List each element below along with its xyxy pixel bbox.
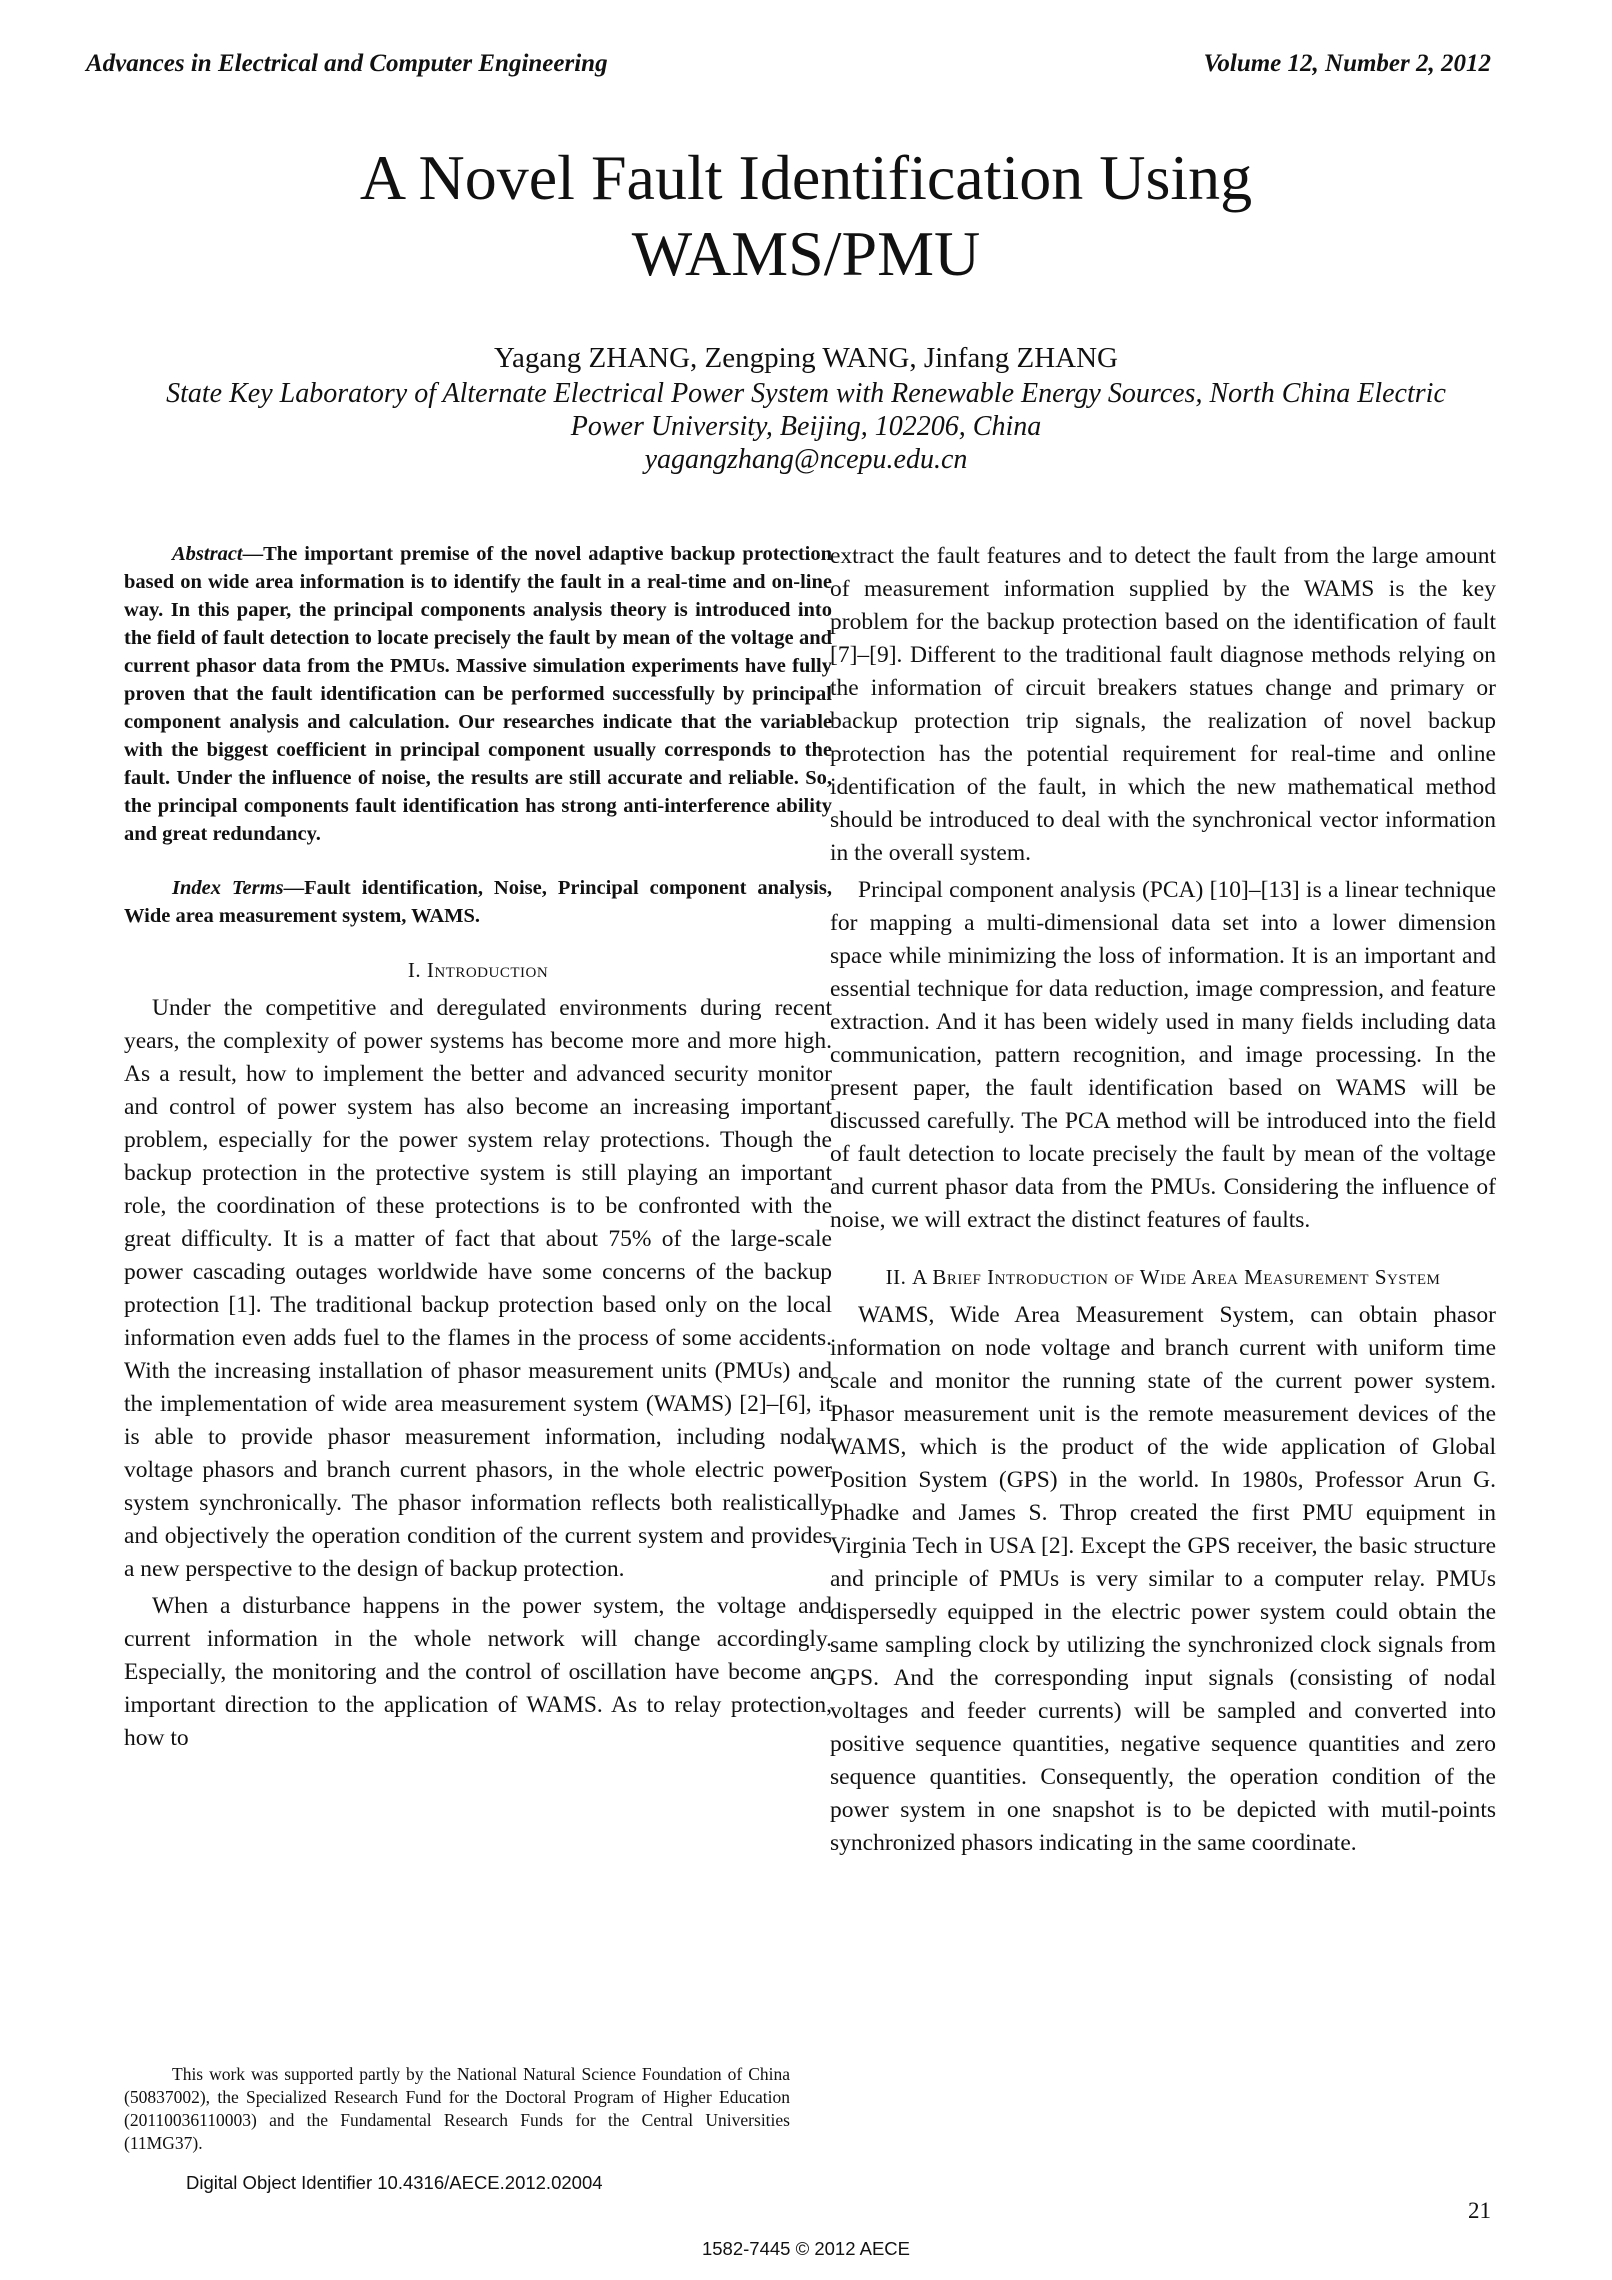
section-heading-wams	[830, 1263, 1496, 1291]
volume-info: Volume 12, Number 2, 2012	[1203, 50, 1491, 77]
funding-footnote: This work was supported partly by the National Natural Science Foundation of China (50837002), the Specialized Research Fund for the Doctoral Program of Higher Education (20110036110003) and the Fundamental Research Funds for the Central Universities (11MG37).	[124, 2064, 790, 2153]
author-names: Yagang ZHANG, Zengping WANG, Jinfang ZHANG	[494, 342, 1118, 374]
section-heading-introduction	[124, 956, 832, 984]
abstract-text: —The important premise of the novel adaptive backup protection based on wide area information is to identify the fault in a real-time and on-line way. In this paper, the principal components analysis theory is introduced into the field of fault detection to locate precisely the fault by mean of the voltage and current phasor data from the PMUs. Massive simulation experiments have fully proven that the fault identification can be performed successfully by principal component analysis and calculation. Our researches indicate that the variable with the biggest coefficient in principal component usually corresponds to the fault. Under the influence of noise, the results are still accurate and reliable. So, the principal components fault identification has strong anti-interference ability and great redundancy.	[124, 543, 832, 845]
section-title: A Brief Introduction of Wide Area Measurement System	[912, 1265, 1441, 1289]
index-terms-text: —Fault identification, Noise, Principal component analysis, Wide area measurement system, WAMS.	[124, 877, 832, 927]
intro-paragraph-2: When a disturbance happens in the power system, the voltage and current information in the whole network will change accordingly. Especially, the monitoring and the control of oscillation have become an important direction to the application of WAMS. As to relay protection, how to	[124, 1593, 832, 1751]
section-title: Introduction	[426, 958, 549, 982]
copyright-line: 1582-7445 © 2012 AECE	[701, 2238, 911, 2259]
affiliation: State Key Laboratory of Alternate Electrical Power System with Renewable Energy Sources, North China Electric Power University, Beijing, 102206, China	[166, 378, 1446, 442]
abstract	[124, 540, 832, 848]
wams-paragraph-1: WAMS, Wide Area Measurement System, can obtain phasor information on node voltage and branch current with uniform time scale and monitor the running state of the current power system. Phasor measurement unit is the remote measurement devices of the WAMS, which is the product of the wide application of Global Position System (GPS) in the world. In 1980s, Professor Arun G. Phadke and James S. Throp created the first PMU equipment in Virginia Tech in USA [2]. Except the GPS receiver, the basic structure and principle of PMUs is very similar to a computer relay. PMUs dispersedly equipped in the electric power system could obtain the same sampling clock by utilizing the synchronized clock signals from GPS. And the corresponding input signals (consisting of nodal voltages and feeder currents) will be sampled and converted into positive sequence quantities, negative sequence quantities and zero sequence quantities. Consequently, the operation condition of the power system in one snapshot is to be depicted with mutil-points synchronized phasors indicating in the same coordinate.	[830, 1302, 1496, 1856]
index-terms	[124, 874, 832, 930]
right-column	[830, 540, 1496, 1860]
author-block	[150, 342, 1462, 476]
author-email: yagangzhang@ncepu.edu.cn	[644, 444, 968, 475]
index-terms-label: Index Terms	[172, 877, 284, 899]
abstract-label: Abstract	[172, 543, 243, 565]
section-number: I.	[407, 958, 422, 982]
left-column	[124, 540, 832, 1755]
section-number: II.	[885, 1265, 907, 1289]
intro-paragraph-3: Principal component analysis (PCA) [10]–[13] is a linear technique for mapping a multi-dimensional data set into a lower dimension space while minimizing the loss of information. It is an important and essential technique for data reduction, image compression, and feature extraction. And it has been widely used in many fields including data communication, pattern recognition, and image processing. In the present paper, the fault identification based on WAMS will be discussed carefully. The PCA method will be introduced into the field of fault detection to locate precisely the fault by mean of the voltage and current phasor data from the PMUs. Considering the influence of noise, we will extract the distinct features of faults.	[830, 877, 1496, 1233]
intro-paragraph-2-continued: extract the fault features and to detect the fault from the large amount of measurement information supplied by the WAMS is the key problem for the backup protection based on the identification of fault [7]–[9]. Different to the traditional fault diagnose methods relying on the information of circuit breakers statues change and primary or backup protection trip signals, the realization of novel backup protection has the potential requirement for real-time and online identification of the fault, in which the new mathematical method should be introduced to deal with the synchronical vector information in the overall system.	[830, 543, 1496, 866]
doi: Digital Object Identifier 10.4316/AECE.2012.02004	[186, 2172, 603, 2193]
journal-name: Advances in Electrical and Computer Engineering	[86, 50, 608, 77]
page-number: 21	[1468, 2198, 1491, 2223]
running-header	[86, 50, 1491, 90]
intro-paragraph-1: Under the competitive and deregulated environments during recent years, the complexity of power systems has become more and more high. As a result, how to implement the better and advanced security monitor and control of power system has also become an increasing important problem, especially for the power system relay protections. Though the backup protection in the protective system is still playing an important role, the coordination of these protections is to be confronted with the great difficulty. It is a matter of fact that about 75% of the large-scale power cascading outages worldwide have some concerns of the backup protection [1]. The traditional backup protection based only on the local information even adds fuel to the flames in the process of some accidents. With the increasing installation of phasor measurement units (PMUs) and the implementation of wide area measurement system (WAMS) [2]–[6], it is able to provide phasor measurement information, including nodal voltage phasors and branch current phasors, in the whole electric power system synchronically. The phasor information reflects both realistically and objectively the operation condition of the current system and provides a new perspective to the design of backup protection.	[124, 995, 832, 1582]
paper-title: A Novel Fault Identification Using WAMS/PMU	[359, 142, 1253, 289]
